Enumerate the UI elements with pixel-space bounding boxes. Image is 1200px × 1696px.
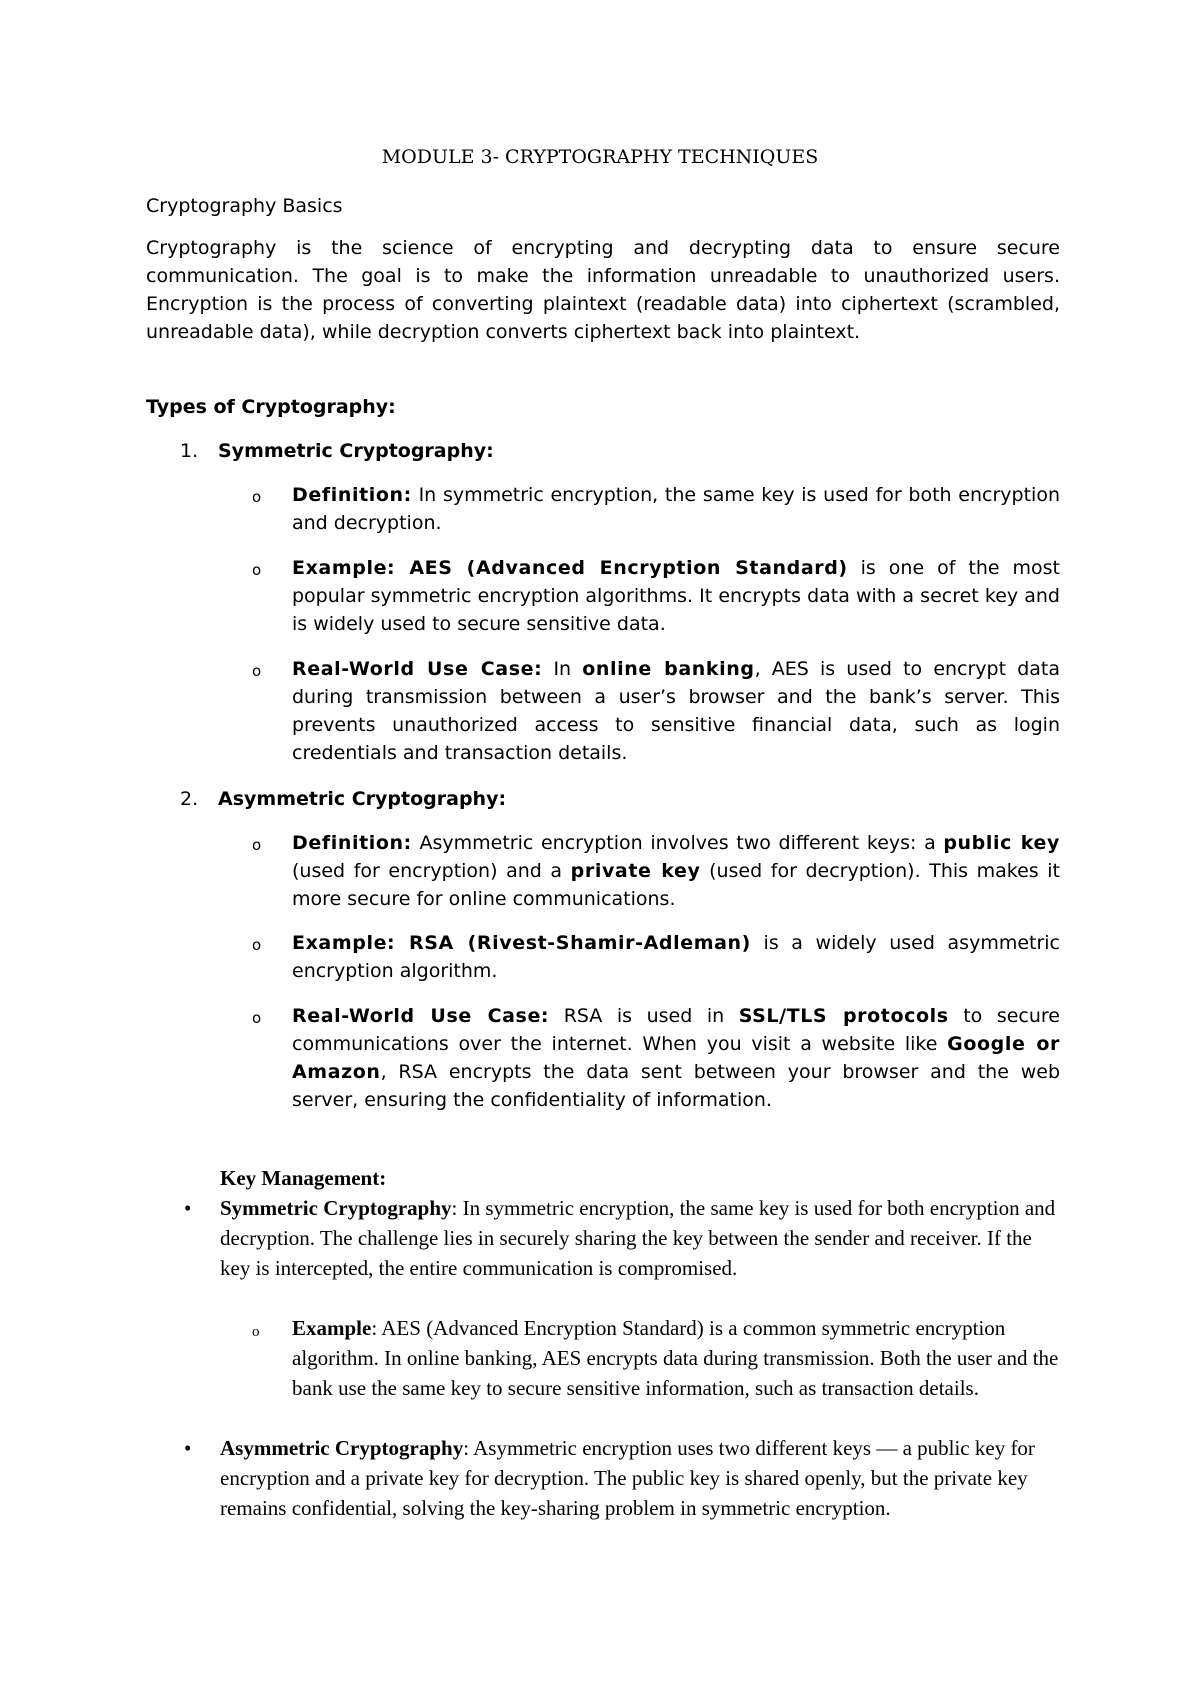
bullet-text xyxy=(220,1433,1060,1523)
definition-text: In symmetric encryption, the same key is used for both encryption and decryption. xyxy=(292,484,1060,534)
bullet-marker: • xyxy=(184,1196,192,1220)
bullet-marker: • xyxy=(184,1436,192,1460)
sub-item-km-example xyxy=(146,1313,1060,1403)
usecase-text: , AES is used to encrypt data during transmission between a user’s browser and the bank’s server. This prevents unauthorized access to sensitive financial data, such as login credentials and transaction details. xyxy=(292,658,1060,764)
intro-paragraph: Cryptography is the science of encrypting and decrypting data to ensure secure communication. The goal is to make the information unreadable to unauthorized users. Encryption is the process of converting plaintext (readable data) into ciphertext (scrambled, unreadable data), while decryption converts ciphertext back into plaintext. xyxy=(146,237,1060,343)
sub-item-text xyxy=(292,554,1060,638)
sub-bullet-marker: o xyxy=(252,836,262,854)
definition-text: Asymmetric encryption involves two different keys: a xyxy=(411,832,944,854)
bullet-body: : Asymmetric encryption uses two different keys — a public key for encryption and a private key for decryption. The public key is shared openly, but the private key remains confidential, solving the key-sharing problem in symmetric encryption. xyxy=(220,1436,1035,1520)
section-heading-types: Types of Cryptography: xyxy=(146,396,396,418)
sub-bullet-marker: o xyxy=(252,1324,260,1340)
usecase-text: In xyxy=(542,658,583,680)
sub-item-body: : AES (Advanced Encryption Standard) is a common symmetric encryption algorithm. In online banking, AES encrypts data during transmission. Both the user and the bank use the same key to secure sensitive information, such as transaction details. xyxy=(292,1316,1059,1400)
page-title: MODULE 3- CRYPTOGRAPHY TECHNIQUES xyxy=(381,146,819,168)
definition-bold: private key xyxy=(570,860,701,882)
example-text: is one of the most popular symmetric encryption algorithms. It encrypts data with a secret key and is widely used to secure sensitive data. xyxy=(292,557,1060,635)
sub-item-symmetric-example xyxy=(146,554,1060,638)
bullet-item-asymmetric xyxy=(146,1433,1060,1523)
bullet-item-symmetric xyxy=(146,1193,1060,1283)
sub-bullet-marker: o xyxy=(252,1009,262,1027)
list-number: 1. xyxy=(180,440,199,462)
usecase-text: RSA is used in xyxy=(549,1005,739,1027)
key-management-heading: Key Management: xyxy=(220,1166,387,1190)
sub-item-text xyxy=(292,481,1060,537)
sub-bullet-marker: o xyxy=(252,488,262,506)
sub-item-symmetric-definition xyxy=(146,481,1060,537)
usecase-text: to secure communications over the internet. When you visit a website like xyxy=(292,1005,1060,1055)
sub-item-asymmetric-usecase xyxy=(146,1002,1060,1114)
section-heading-basics: Cryptography Basics xyxy=(146,195,343,217)
sub-item-asymmetric-example xyxy=(146,929,1060,985)
label-usecase: Real-World Use Case: xyxy=(292,658,543,680)
sub-bullet-marker: o xyxy=(252,662,262,680)
sub-item-symmetric-usecase xyxy=(146,655,1060,767)
sub-bullet-marker: o xyxy=(252,561,262,579)
usecase-bold: online banking xyxy=(582,658,755,680)
sub-item-asymmetric-definition xyxy=(146,829,1060,913)
usecase-bold: SSL/TLS protocols xyxy=(738,1005,949,1027)
sub-item-text xyxy=(292,1002,1060,1114)
definition-bold: public key xyxy=(943,832,1060,854)
usecase-bold: Google or Amazon xyxy=(292,1033,1060,1083)
label-usecase: Real-World Use Case: xyxy=(292,1005,550,1027)
definition-text: (used for encryption) and a xyxy=(292,860,571,882)
example-text: is a widely used asymmetric encryption algorithm. xyxy=(292,932,1061,982)
usecase-text: , RSA encrypts the data sent between your browser and the web server, ensuring the confidentiality of information. xyxy=(292,1061,1060,1111)
sub-item-text xyxy=(292,1313,1060,1403)
sub-item-text xyxy=(292,655,1060,767)
numbered-item-title: Asymmetric Cryptography: xyxy=(218,788,507,810)
sub-item-text xyxy=(292,829,1060,913)
sub-bullet-marker: o xyxy=(252,936,262,954)
sub-item-label: Example xyxy=(292,1316,372,1340)
bullet-label: Symmetric Cryptography xyxy=(220,1196,452,1220)
label-definition: Definition: xyxy=(292,484,412,506)
sub-item-text xyxy=(292,929,1060,985)
label-example: Example: RSA (Rivest-Shamir-Adleman) xyxy=(292,932,751,954)
numbered-item-title: Symmetric Cryptography: xyxy=(218,440,494,462)
label-definition: Definition: xyxy=(292,832,412,854)
definition-text: (used for decryption). This makes it more secure for online communications. xyxy=(292,860,1061,910)
bullet-body: : In symmetric encryption, the same key is used for both encryption and decryption. The challenge lies in securely sharing the key between the sender and receiver. If the key is intercepted, the entire communication is compromised. xyxy=(220,1196,1056,1280)
list-number: 2. xyxy=(180,788,199,810)
label-example: Example: AES (Advanced Encryption Standard) xyxy=(292,557,848,579)
bullet-text xyxy=(220,1193,1060,1283)
bullet-label: Asymmetric Cryptography xyxy=(220,1436,464,1460)
